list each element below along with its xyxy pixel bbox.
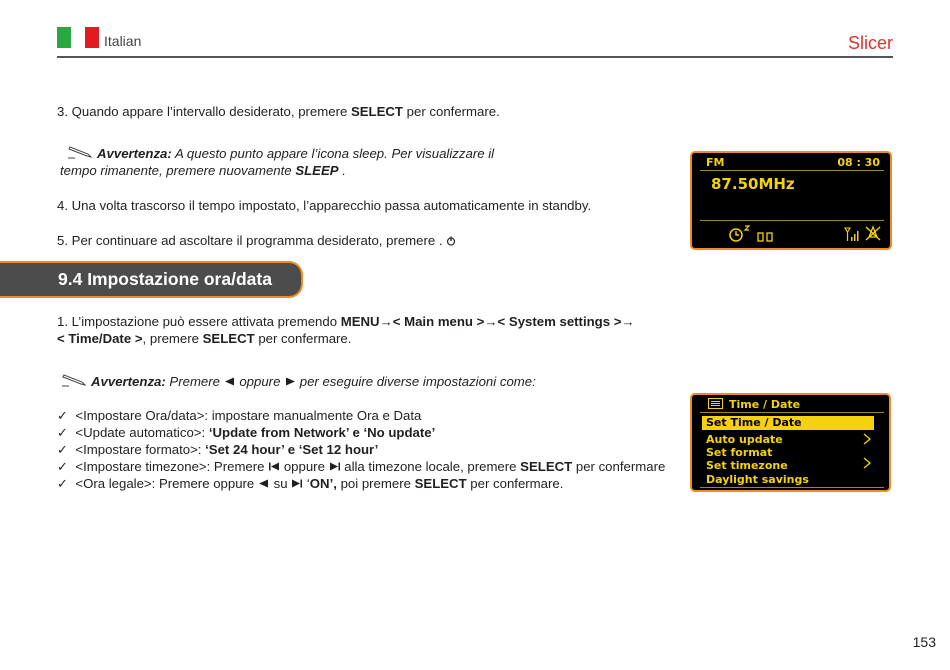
menu-item-set-format[interactable]: Set format <box>706 446 773 459</box>
chevron-right-icon <box>862 457 872 469</box>
menu-item-set-time-date[interactable]: Set Time / Date <box>706 416 802 429</box>
header-divider <box>57 56 893 58</box>
check-item-1: ✓ <Impostare Ora/data>: impostare manualmente Ora e Data <box>57 408 422 423</box>
menu-divider-top <box>700 412 884 413</box>
menu-divider-bottom <box>700 487 884 488</box>
menu-title: Time / Date <box>729 398 801 411</box>
step-5: 5. Per continuare ad ascoltare il programma desiderato, premere . <box>57 232 456 249</box>
chevron-right-icon <box>862 433 872 445</box>
check-icon: ✓ <box>57 476 69 491</box>
skip-forward-icon <box>291 479 303 488</box>
skip-forward-icon <box>329 462 341 471</box>
note-1-line-2: tempo rimanente, premere nuovamente SLEEP . <box>60 163 346 178</box>
check-icon: ✓ <box>57 442 69 457</box>
display-divider-top <box>700 170 884 171</box>
section-title: 9.4 Impostazione ora/data <box>58 269 272 289</box>
right-arrow-icon <box>284 377 296 386</box>
check-icon: ✓ <box>57 408 69 423</box>
clock-display: 08 : 30 <box>837 156 880 169</box>
step-4: 4. Una volta trascorso il tempo impostato, l’apparecchio passa automaticamente in standby. <box>57 198 592 213</box>
page-number: 153 <box>912 634 936 650</box>
list-menu-icon <box>708 398 723 409</box>
no-alarm-icon <box>864 225 882 242</box>
check-item-4: ✓ <Impostare timezone>: Premere oppure alla timezone locale, premere SELECT per confermare <box>57 459 666 474</box>
check-item-5: ✓ <Ora legale>: Premere oppure su ‘ON’, poi premere SELECT per confermare. <box>57 476 564 491</box>
menu-item-set-timezone[interactable]: Set timezone <box>706 459 788 472</box>
band-label: FM <box>706 156 725 169</box>
check-item-3: ✓ <Impostare formato>: ‘Set 24 hour’ e ‘Set 12 hour’ <box>57 442 379 457</box>
power-icon <box>446 236 456 246</box>
left-arrow-icon <box>224 377 236 386</box>
menu-item-auto-update[interactable]: Auto update <box>706 433 783 446</box>
check-icon: ✓ <box>57 459 69 474</box>
brand-name: Slicer <box>847 33 893 53</box>
check-icon: ✓ <box>57 425 69 440</box>
italian-flag-icon <box>57 27 99 48</box>
step-1-line-1: 1. L’impostazione può essere attivata premendo MENU→< Main menu >→< System settings >→ <box>57 314 635 329</box>
fm-radio-display <box>690 151 892 250</box>
time-date-menu-display <box>690 393 891 492</box>
left-arrow-icon <box>258 479 270 488</box>
skip-back-icon <box>268 462 280 471</box>
frequency-display: 87.50MHz <box>711 175 795 193</box>
display-divider-bottom <box>700 220 884 221</box>
note-1-line-1: Avvertenza: A questo punto appare l’icona sleep. Per visualizzare il <box>67 145 494 162</box>
pencil-note-icon <box>61 374 87 387</box>
step-3: 3. Quando appare l’intervallo desiderato, premere SELECT per confermare. <box>57 104 500 119</box>
signal-strength-icon <box>844 226 862 242</box>
sleep-timer-icon <box>728 225 778 243</box>
step-1-line-2: < Time/Date >, premere SELECT per confermare. <box>57 331 352 346</box>
check-item-2: ✓ <Update automatico>: ‘Update from Network’ e ‘No update’ <box>57 425 436 440</box>
note-2: Avvertenza: Premere oppure per eseguire diverse impostazioni come: <box>61 373 536 390</box>
menu-item-daylight-savings[interactable]: Daylight savings <box>706 473 809 486</box>
language-label: Italian <box>104 33 142 49</box>
pencil-note-icon <box>67 146 93 159</box>
